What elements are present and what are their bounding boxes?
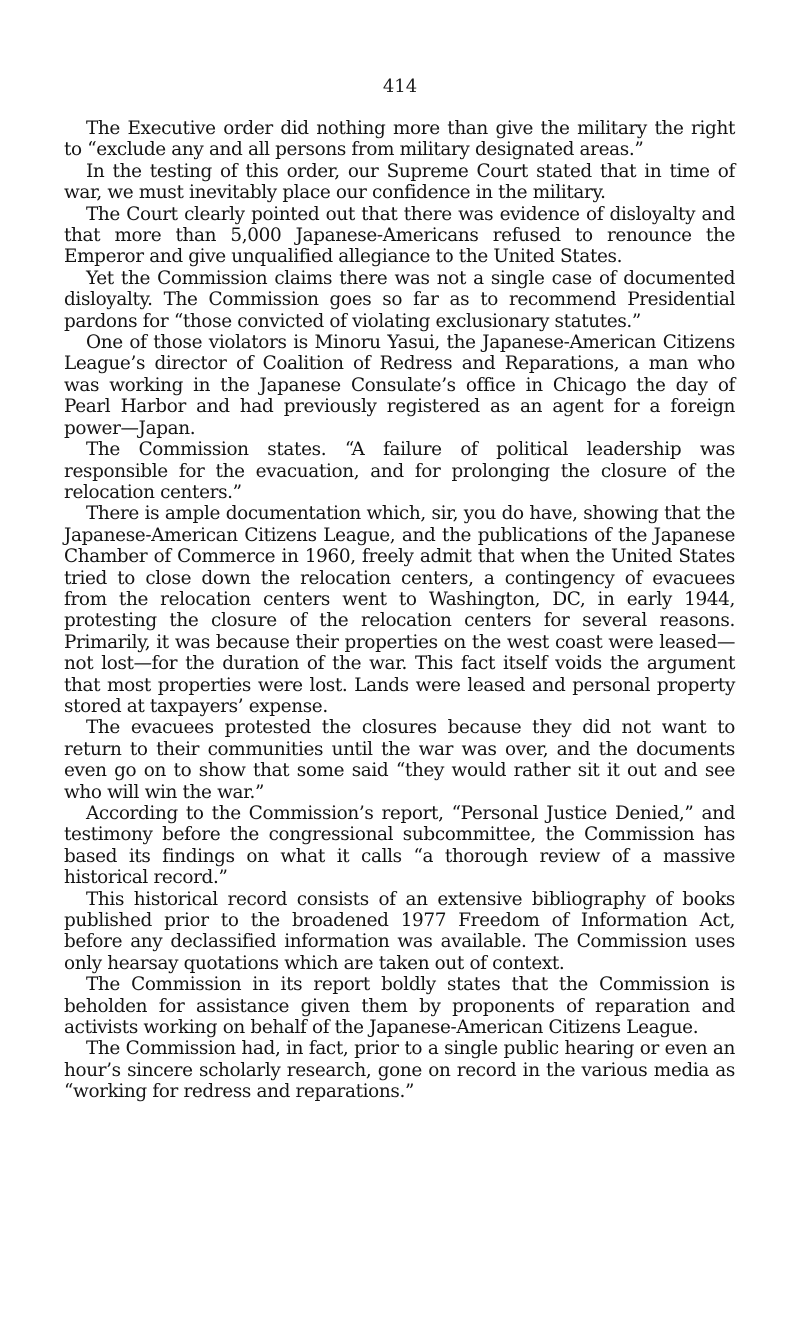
paragraph-commission-claims: Yet the Commission claims there was not a single case of documented disloyalty. The Commission goes so far as to recommend Presidential pardons for “those convicted of violating exclusionary statutes.” [64, 267, 735, 332]
paragraph-supreme-court: In the testing of this order, our Supreme Court stated that in time of war, we must inevitably place our confidence in the military. [64, 160, 735, 204]
paragraph-minoru-yasui: One of those violators is Minoru Yasui, the Japanese-American Citizens League’s director of Coalition of Redress and Reparations, a man who was working in the Japanese Consulate’s office in Chicago the day of Pearl Harbor and had previously registered as an agent for a foreign power—Japan. [64, 332, 735, 439]
paragraph-commission-beholden: The Commission in its report boldly states that the Commission is beholden for assistance given them by proponents of reparation and activists working on behalf of the Japanese-American Citizens League. [64, 974, 735, 1039]
paragraph-historical-record: This historical record consists of an extensive bibliography of books published prior to the broadened 1977 Freedom of Information Act, before any declassified information was available. The Commission uses only hearsay quotations which are taken out of context. [64, 888, 735, 974]
page-number: 414 [382, 76, 418, 97]
paragraph-commission-states: The Commission states. “A failure of political leadership was responsible for the evacuation, and for prolonging the closure of the relocation centers.” [64, 439, 735, 503]
paragraph-commission-on-record: The Commission had, in fact, prior to a single public hearing or even an hour’s sincere scholarly research, gone on record in the various media as “working for redress and reparations.” [64, 1038, 735, 1103]
paragraph-evacuees-protested: The evacuees protested the closures because they did not want to return to their communities until the war was over, and the documents even go on to show that some said “they would rather sit it out and see who will win the war.” [64, 717, 735, 803]
paragraph-ample-documentation: There is ample documentation which, sir, you do have, showing that the Japanese-American Citizens League, and the publications of the Japanese Chamber of Commerce in 1960, freely admit that when the United States tried to close down the relocation centers, a contingency of evacuees from the relocation centers went to Washington, DC, in early 1944, protesting the closure of the relocation centers for several reasons. Primarily, it was because their properties on the west coast were leased—not lost—for the duration of the war. This fact itself voids the argument that most properties were lost. Lands were leased and personal property stored at taxpayers’ expense. [64, 503, 735, 717]
paragraph-executive-order: The Executive order did nothing more than give the military the right to “exclude any and all persons from military designated areas.” [64, 118, 735, 161]
paragraph-court-disloyalty: The Court clearly pointed out that there was evidence of disloyalty and that more than 5,000 Japanese-Americans refused to renounce the Emperor and give unqualified allegiance to the United States. [64, 203, 735, 268]
paragraph-commission-report: According to the Commission’s report, “Personal Justice Denied,” and testimony before the congressional subcommittee, the Commission has based its findings on what it calls “a thorough review of a massive historical record.” [64, 803, 735, 889]
body-text [64, 118, 735, 1103]
